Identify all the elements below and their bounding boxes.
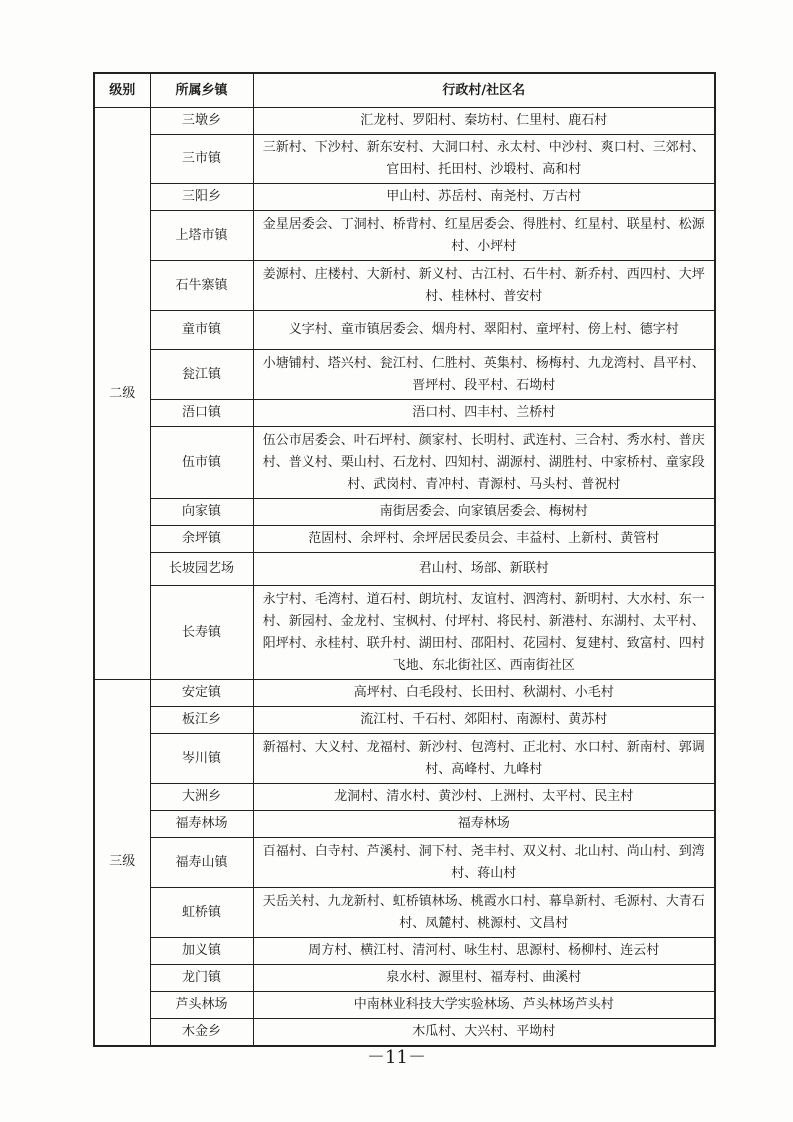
town-cell: 上塔市镇 bbox=[150, 211, 253, 261]
villages-cell: 三新村、下沙村、新东安村、大洞口村、永太村、中沙村、爽口村、三郊村、官田村、托田村、沙塅村、高和村 bbox=[253, 135, 715, 184]
town-cell: 三市镇 bbox=[150, 135, 253, 184]
village-table bbox=[93, 72, 716, 1047]
villages-cell: 泉水村、源里村、福寿村、曲溪村 bbox=[253, 965, 715, 992]
town-cell: 三阳乡 bbox=[150, 184, 253, 211]
villages-cell: 木瓜村、大兴村、平坳村 bbox=[253, 1019, 715, 1046]
town-cell: 余坪镇 bbox=[150, 526, 253, 553]
villages-cell: 金星居委会、丁洞村、桥背村、红星居委会、得胜村、红星村、联星村、松源村、小坪村 bbox=[253, 211, 715, 261]
table-row bbox=[94, 734, 715, 784]
villages-cell: 新福村、大义村、龙福村、新沙村、包湾村、正北村、水口村、新南村、郭调村、高峰村、九峰村 bbox=[253, 734, 715, 784]
town-cell: 福寿山镇 bbox=[150, 838, 253, 888]
town-cell: 虹桥镇 bbox=[150, 888, 253, 938]
town-cell: 向家镇 bbox=[150, 499, 253, 526]
table-body bbox=[94, 108, 715, 1046]
table-row bbox=[94, 888, 715, 938]
table-row bbox=[94, 261, 715, 311]
villages-cell: 天岳关村、九龙新村、虹桥镇林场、桃霞水口村、幕阜新村、毛源村、大青石村、凤麓村、桃源村、文昌村 bbox=[253, 888, 715, 938]
village-table-container bbox=[93, 72, 714, 1047]
villages-cell: 甲山村、苏岳村、南尧村、万古村 bbox=[253, 184, 715, 211]
table-row bbox=[94, 938, 715, 965]
villages-cell: 流江村、千石村、郊阳村、南源村、黄苏村 bbox=[253, 707, 715, 734]
table-row bbox=[94, 311, 715, 350]
villages-cell: 浯口村、四丰村、兰桥村 bbox=[253, 400, 715, 427]
table-row bbox=[94, 526, 715, 553]
town-cell: 浯口镇 bbox=[150, 400, 253, 427]
table-row bbox=[94, 400, 715, 427]
table-row bbox=[94, 784, 715, 811]
villages-cell: 南街居委会、向家镇居委会、梅树村 bbox=[253, 499, 715, 526]
table-row bbox=[94, 707, 715, 734]
villages-cell: 中南林业科技大学实验林场、芦头林场芦头村 bbox=[253, 992, 715, 1019]
town-cell: 木金乡 bbox=[150, 1019, 253, 1046]
villages-cell: 范固村、余坪村、余坪居民委员会、丰益村、上新村、黄管村 bbox=[253, 526, 715, 553]
table-row bbox=[94, 811, 715, 838]
table-row bbox=[94, 586, 715, 680]
town-cell: 石牛寨镇 bbox=[150, 261, 253, 311]
table-row bbox=[94, 108, 715, 135]
level-cell: 三级 bbox=[94, 680, 150, 1046]
town-cell: 瓮江镇 bbox=[150, 350, 253, 400]
town-cell: 芦头林场 bbox=[150, 992, 253, 1019]
table-row bbox=[94, 838, 715, 888]
table-row bbox=[94, 553, 715, 586]
town-cell: 长坡园艺场 bbox=[150, 553, 253, 586]
town-cell: 福寿林场 bbox=[150, 811, 253, 838]
town-cell: 大洲乡 bbox=[150, 784, 253, 811]
villages-cell: 姜源村、庄楼村、大新村、新义村、古江村、石牛村、新乔村、西四村、大坪村、桂林村、普安村 bbox=[253, 261, 715, 311]
town-cell: 长寿镇 bbox=[150, 586, 253, 680]
table-row bbox=[94, 427, 715, 499]
town-cell: 加义镇 bbox=[150, 938, 253, 965]
table-row bbox=[94, 992, 715, 1019]
town-cell: 伍市镇 bbox=[150, 427, 253, 499]
villages-cell: 伍公市居委会、叶石坪村、颜家村、长明村、武连村、三合村、秀水村、普庆村、普义村、栗山村、石龙村、四知村、湖源村、湖胜村、中家桥村、童家段村、武岗村、青冲村、青源村、马头村、普祝村 bbox=[253, 427, 715, 499]
villages-cell: 永宁村、毛湾村、道石村、朗坑村、友谊村、泗湾村、新明村、大水村、东一村、新园村、金龙村、宝枫村、付坪村、将民村、新港村、东湖村、太平村、阳坪村、永桂村、联升村、湖田村、邵阳村、花园村、复建村、致富村、四村飞地、东北街社区、西南街社区 bbox=[253, 586, 715, 680]
villages-cell: 义字村、童市镇居委会、烟舟村、翠阳村、童坪村、傍上村、德字村 bbox=[253, 311, 715, 350]
table-row bbox=[94, 184, 715, 211]
villages-cell: 小塘铺村、塔兴村、瓮江村、仁胜村、英集村、杨梅村、九龙湾村、昌平村、晋坪村、段平村、石坳村 bbox=[253, 350, 715, 400]
table-row bbox=[94, 965, 715, 992]
villages-cell: 汇龙村、罗阳村、秦坊村、仁里村、鹿石村 bbox=[253, 108, 715, 135]
town-cell: 安定镇 bbox=[150, 680, 253, 707]
villages-cell: 龙洞村、清水村、黄沙村、上洲村、太平村、民主村 bbox=[253, 784, 715, 811]
header-villages: 行政村/社区名 bbox=[253, 73, 715, 108]
town-cell: 龙门镇 bbox=[150, 965, 253, 992]
table-row bbox=[94, 499, 715, 526]
town-cell: 板江乡 bbox=[150, 707, 253, 734]
town-cell: 岑川镇 bbox=[150, 734, 253, 784]
page-number: －11－ bbox=[367, 1047, 426, 1068]
table-row bbox=[94, 680, 715, 707]
villages-cell: 福寿林场 bbox=[253, 811, 715, 838]
table-header-row bbox=[94, 73, 715, 108]
villages-cell: 君山村、场部、新联村 bbox=[253, 553, 715, 586]
table-row bbox=[94, 1019, 715, 1046]
header-town: 所属乡镇 bbox=[150, 73, 253, 108]
town-cell: 三墩乡 bbox=[150, 108, 253, 135]
table-row bbox=[94, 211, 715, 261]
table-row bbox=[94, 350, 715, 400]
villages-cell: 周方村、横江村、清河村、咏生村、思源村、杨柳村、连云村 bbox=[253, 938, 715, 965]
town-cell: 童市镇 bbox=[150, 311, 253, 350]
header-level: 级别 bbox=[94, 73, 150, 108]
level-cell: 二级 bbox=[94, 108, 150, 680]
villages-cell: 百福村、白寺村、芦溪村、洞下村、尧丰村、双义村、北山村、尚山村、到湾村、蒋山村 bbox=[253, 838, 715, 888]
villages-cell: 高坪村、白毛段村、长田村、秋湖村、小毛村 bbox=[253, 680, 715, 707]
table-row bbox=[94, 135, 715, 184]
